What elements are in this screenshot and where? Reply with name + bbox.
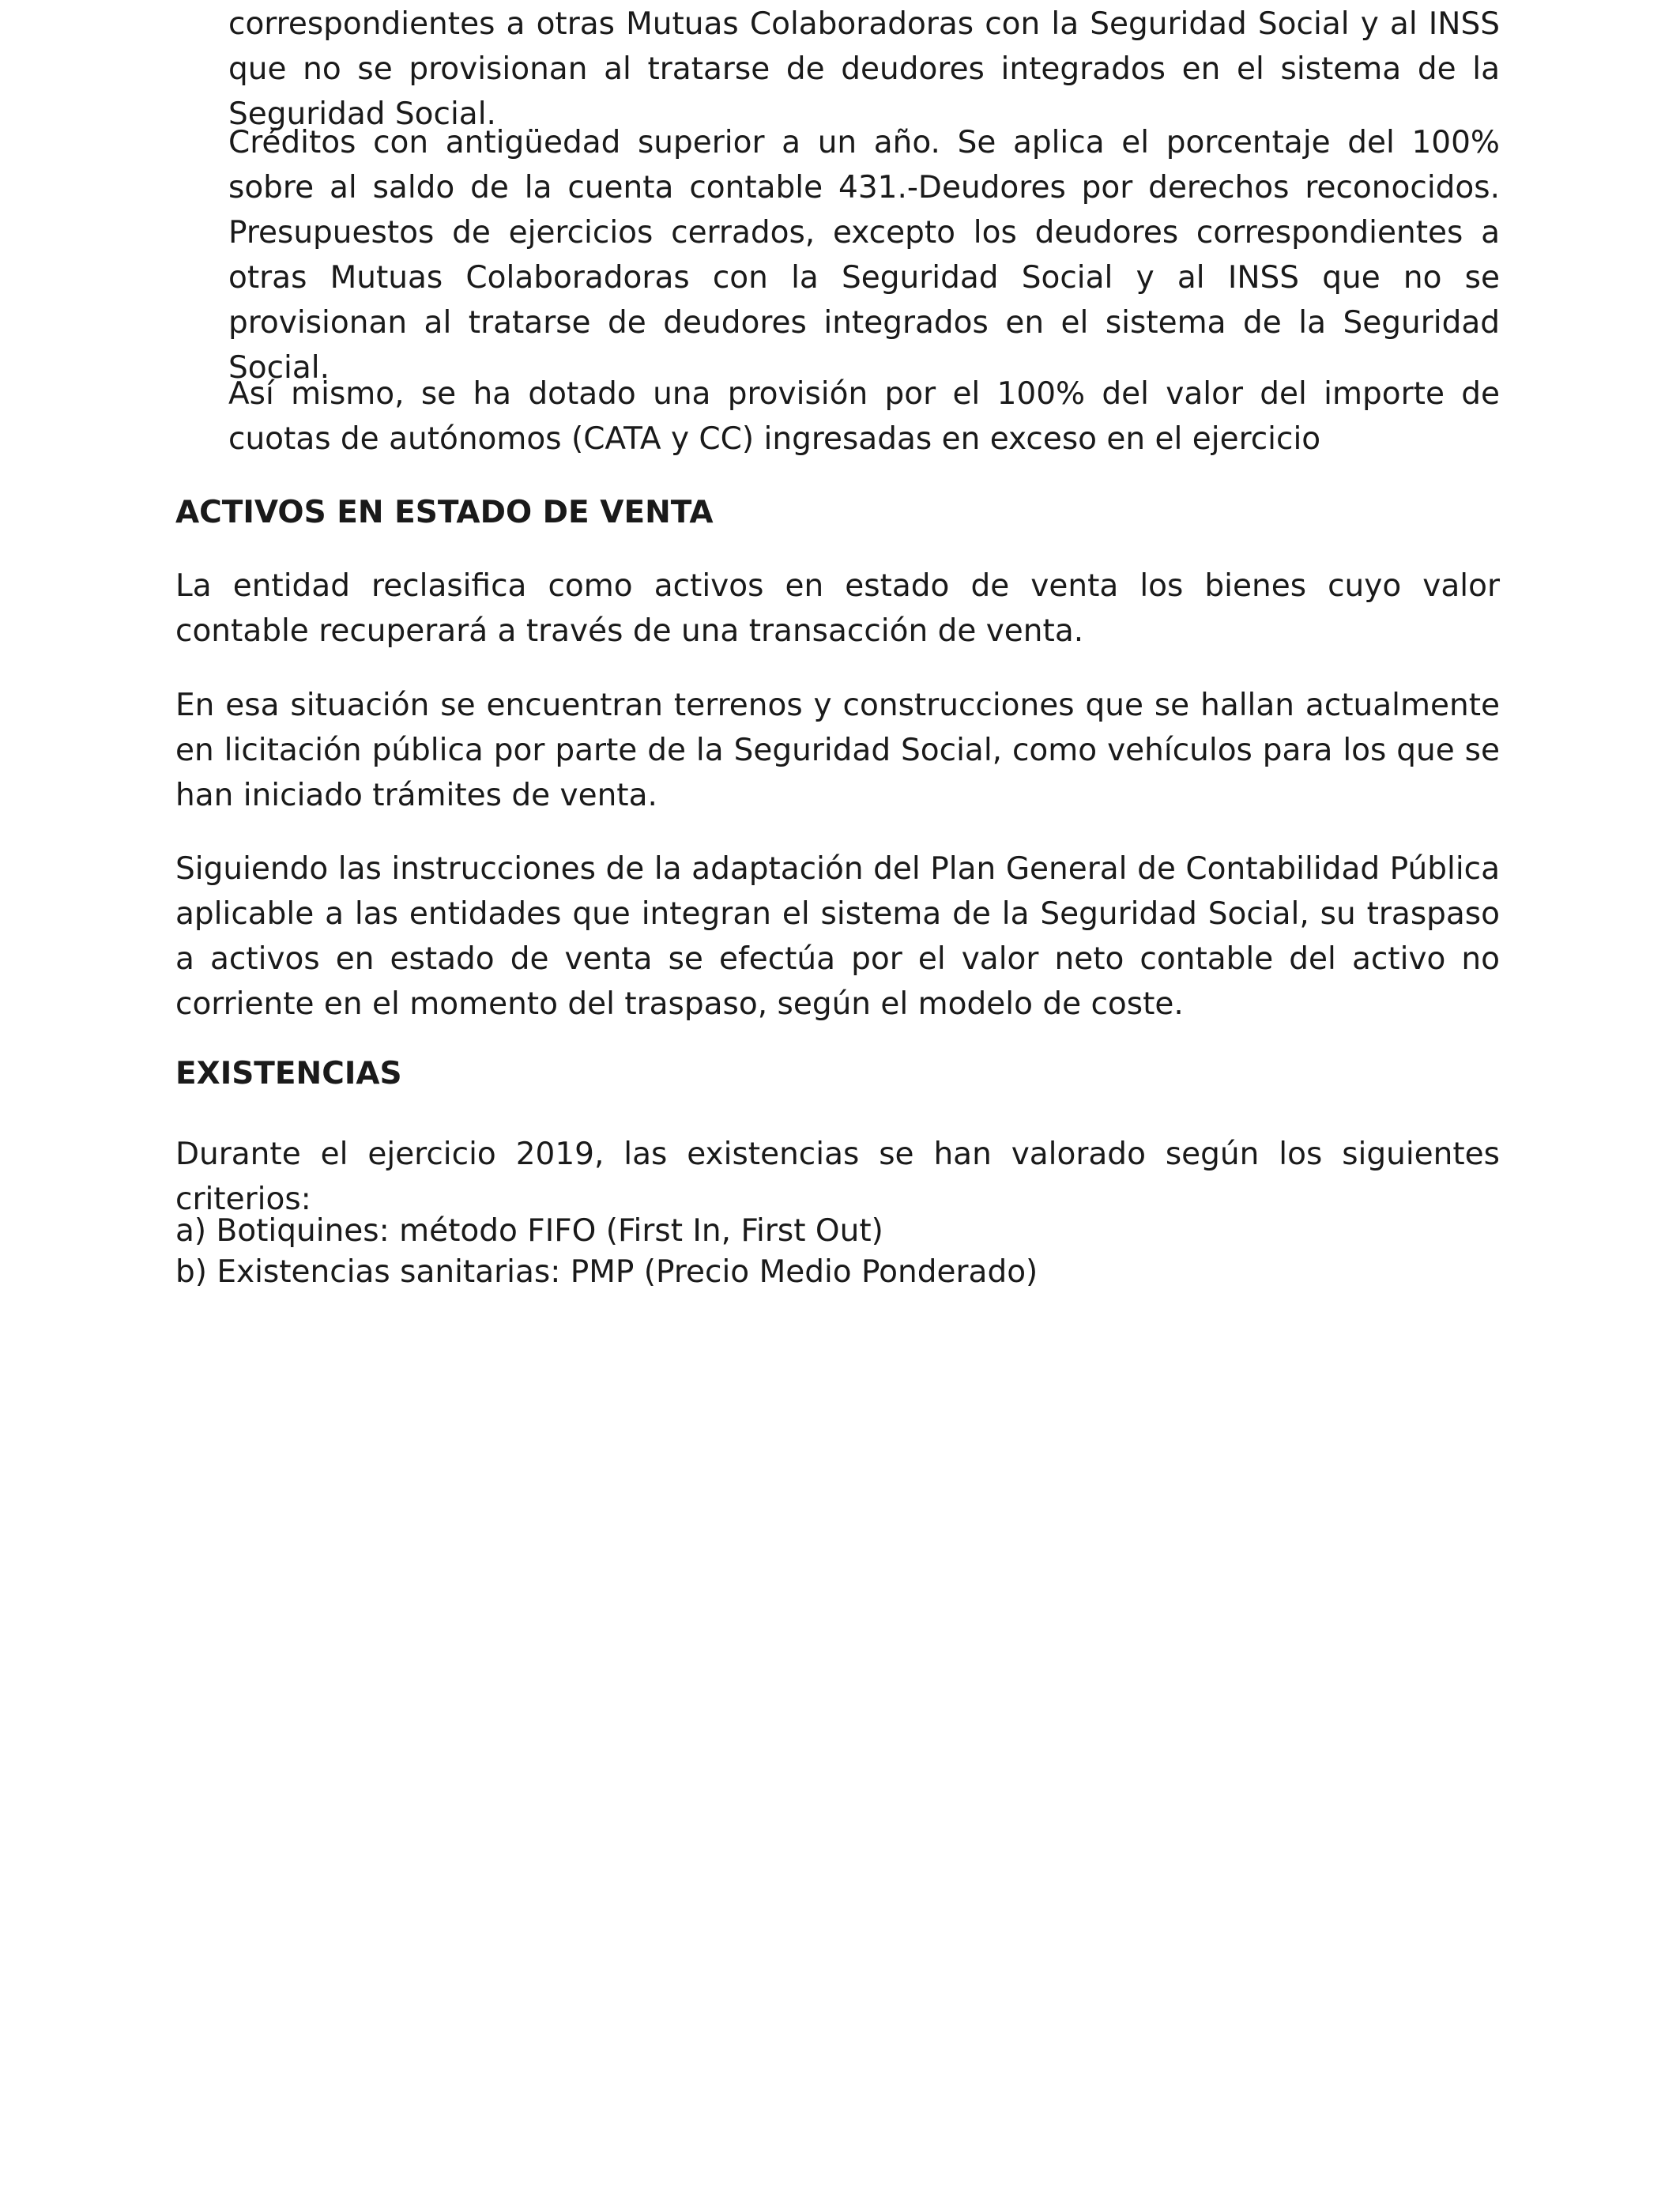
heading-activos-estado-venta: ACTIVOS EN ESTADO DE VENTA	[175, 495, 714, 530]
paragraph-activos-situacion: En esa situación se encuentran terrenos y construcciones que se hallan actualmente en licitación pública por parte de la Seguridad Social, como vehículos para los que se han iniciado trámites de venta.	[175, 688, 1500, 813]
paragraph-provision-continuation: correspondientes a otras Mutuas Colaboradoras con la Seguridad Social y al INSS que no se provisionan al tratarse de deudores integrados en el sistema de la Seguridad Social.	[228, 6, 1500, 132]
paragraph-activos-traspaso: Siguiendo las instrucciones de la adaptación del Plan General de Contabilidad Pública aplicable a las entidades que integran el sistema de la Seguridad Social, su traspaso a activos en estado de venta se efectúa por el valor neto contable del activo no corriente en el momento del traspaso, según el modelo de coste.	[175, 851, 1500, 1022]
paragraph-activos-reclasifica: La entidad reclasifica como activos en estado de venta los bienes cuyo valor contable recuperará a través de una transacción de venta.	[175, 568, 1500, 649]
list-item: b) Existencias sanitarias: PMP (Precio Medio Ponderado)	[175, 1254, 1038, 1290]
paragraph-provision-autonomos: Así mismo, se ha dotado una provisión por el 100% del valor del importe de cuotas de autónomos (CATA y CC) ingresadas en exceso en el ejercicio	[228, 376, 1500, 457]
list-item: a) Botiquines: método FIFO (First In, First Out)	[175, 1213, 883, 1249]
paragraph-existencias-intro: Durante el ejercicio 2019, las existencias se han valorado según los siguientes criterios:	[175, 1137, 1500, 1217]
heading-existencias: EXISTENCIAS	[175, 1056, 402, 1091]
paragraph-creditos-antiguedad: Créditos con antigüedad superior a un año. Se aplica el porcentaje del 100% sobre al saldo de la cuenta contable 431.-Deudores por derechos reconocidos. Presupuestos de ejercicios cerrados, excepto los deudores correspondientes a otras Mutuas Colaboradoras con la Seguridad Social y al INSS que no se provisionan al tratarse de deudores integrados en el sistema de la Seguridad Social.	[228, 125, 1500, 386]
